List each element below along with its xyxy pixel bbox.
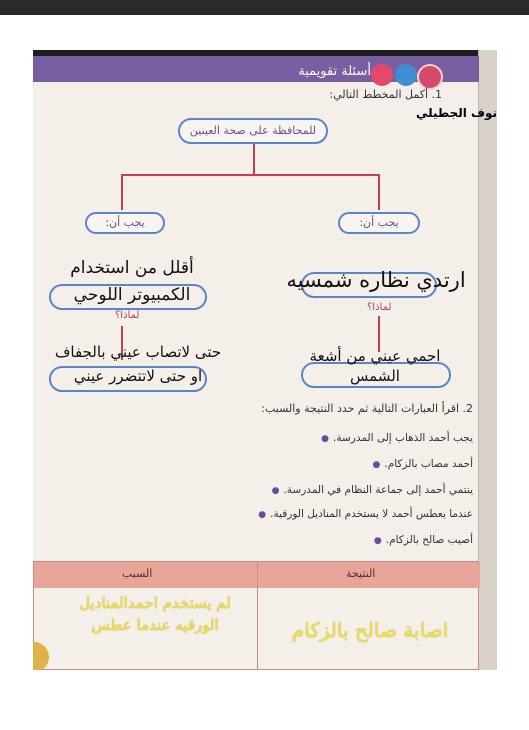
- result-answer: اصابة صالح بالزكام: [291, 618, 449, 642]
- connector-root-down: [253, 144, 255, 174]
- adjacent-page-edge: [478, 50, 497, 670]
- section-banner: [33, 56, 479, 82]
- question-1-text: 1. أكمل المخطط التالي:: [329, 88, 442, 101]
- left-branch-label: يجب أن:: [105, 216, 145, 229]
- student-name: نوف الجطيلي: [415, 106, 497, 120]
- table-column-divider: [257, 562, 258, 670]
- statement-item: أحمد مصاب بالزكام. ●: [373, 458, 474, 470]
- top-status-bar: [0, 0, 529, 15]
- connector-left-down: [121, 174, 123, 210]
- banner-title: أسئلة تقويمية: [298, 64, 371, 79]
- left-branch-box: [85, 212, 165, 234]
- right-branch-label: يجب أن:: [359, 216, 399, 229]
- why-left-label: لماذا؟: [115, 310, 140, 321]
- globe-icon: [417, 64, 443, 90]
- worksheet-photo: [33, 50, 497, 670]
- connector-horizontal: [121, 174, 380, 176]
- right-answer-text: ارتدي نظاره شمسيه: [286, 268, 466, 292]
- cause-answer: لم يستخدم احمدالمناديل الورقيه عندما عطس: [79, 594, 231, 634]
- left-reason-text: حتى لاتصاب عيني بالجفاف او حتى لاتتضرر عيني: [54, 343, 222, 385]
- gear-icon: [395, 64, 417, 86]
- diagram-root-box: [178, 118, 328, 144]
- statement-item: يجب أحمد الذهاب إلى المدرسة. ●: [321, 432, 473, 444]
- cause-header: السبب: [122, 567, 153, 580]
- connector-right-down: [378, 174, 380, 210]
- why-right-label: لماذا؟: [367, 302, 392, 313]
- puzzle-icon: [371, 64, 393, 86]
- diagram-root-label: للمحافظة على صحة العينين: [189, 124, 317, 137]
- result-cause-table: [33, 561, 479, 670]
- question-2-text: 2. اقرأ العبارات التالية ثم حدد النتيجة والسبب:: [261, 402, 473, 415]
- statement-item: أصيب صالح بالزكام. ●: [374, 534, 473, 546]
- left-answer-text: أقلل من استخدام الكمبيوتر اللوحي: [70, 258, 194, 305]
- statement-item: ينتمي أحمد إلى جماعة النظام في المدرسة. ●: [272, 484, 473, 496]
- right-branch-box: [338, 212, 420, 234]
- statement-item: عندما يعطس أحمد لا يستخدم المناديل الورقية. ●: [258, 508, 473, 520]
- right-reason-text: احمي عيني من أشعة الشمس: [309, 347, 441, 385]
- result-header: النتيجة: [346, 567, 376, 580]
